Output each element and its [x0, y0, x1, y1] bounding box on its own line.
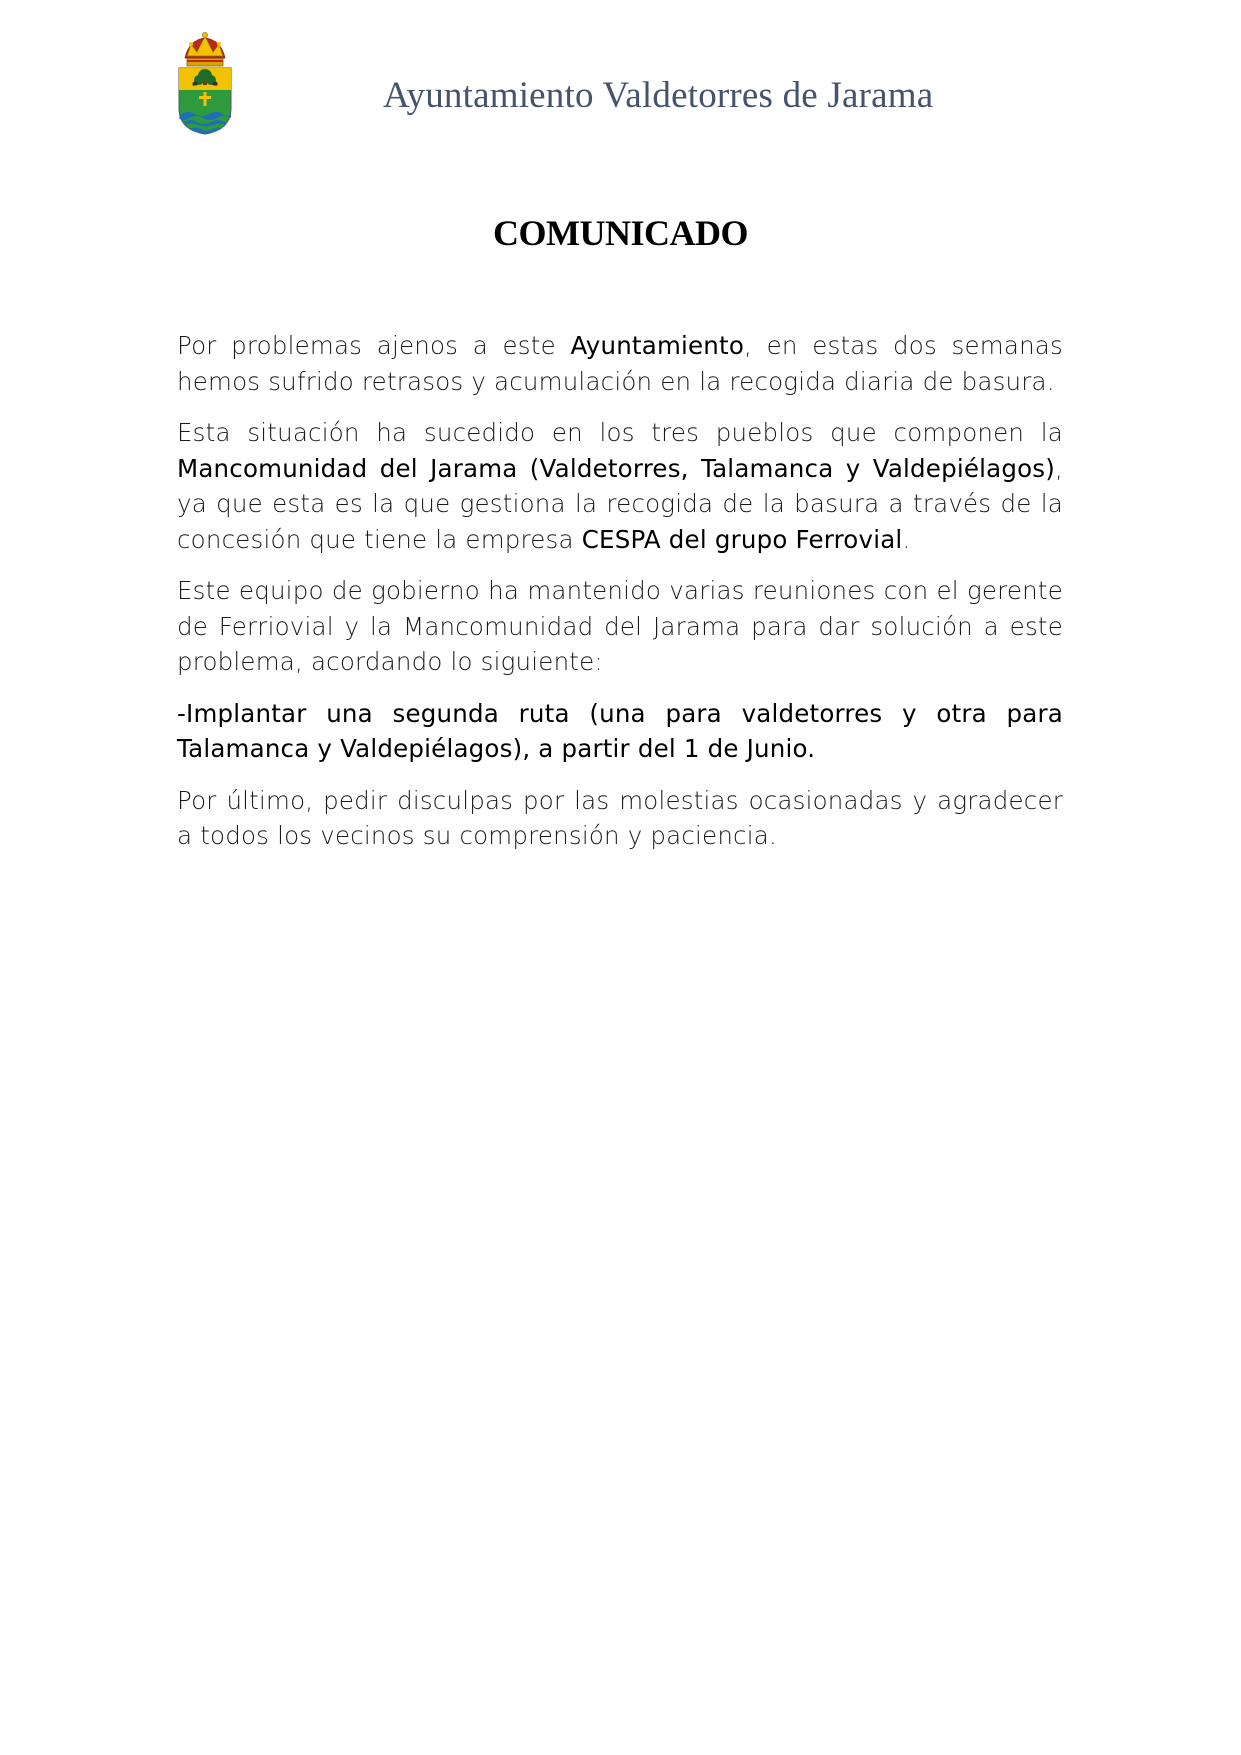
letterhead: [175, 30, 1075, 140]
company-emphasis: CESPA del grupo Ferrovial: [581, 524, 903, 554]
paragraph-1: [177, 328, 1063, 399]
paragraph-3: Este equipo de gobierno ha mantenido varias reuniones con el gerente de Ferriovial y la Mancomunidad del Jarama para dar solución a este problema, acordando lo siguiente:: [177, 576, 1063, 676]
document-title: COMUNICADO: [493, 213, 748, 253]
document-body: [177, 328, 1063, 870]
paragraph-2-text-a: Esta situación ha sucedido en los tres pueblos que componen la: [177, 418, 1063, 447]
ayuntamiento-emphasis: Ayuntamiento: [570, 331, 745, 360]
paragraph-1-text-a: Por problemas ajenos a este: [177, 331, 571, 360]
paragraph-2: [177, 415, 1063, 557]
paragraph-1-text-c: , en estas dos semanas hemos sufrido retrasos y acumulación en la recogida diaria de basura.: [177, 331, 1063, 396]
paragraph-2-text-e: .: [902, 524, 911, 554]
paragraph-5: Por último, pedir disculpas por las molestias ocasionadas y agradecer a todos los vecinos su comprensión y paciencia.: [177, 785, 1063, 850]
paragraph-2-text-c: , ya que esta es la que gestiona la recogida de la basura a través de la concesión que tiene la empresa: [177, 453, 1063, 554]
paragraph-4-agreement: -Implantar una segunda ruta (una para valdetorres y otra para Talamanca y Valdepiélagos), a partir del 1 de Junio.: [177, 698, 1063, 763]
organization-name: Ayuntamiento Valdetorres de Jarama: [383, 75, 934, 116]
mancomunidad-emphasis: Mancomunidad del Jarama (Valdetorres, Talamanca y Valdepiélagos): [177, 453, 1055, 483]
coat-of-arms-icon: [175, 30, 235, 136]
